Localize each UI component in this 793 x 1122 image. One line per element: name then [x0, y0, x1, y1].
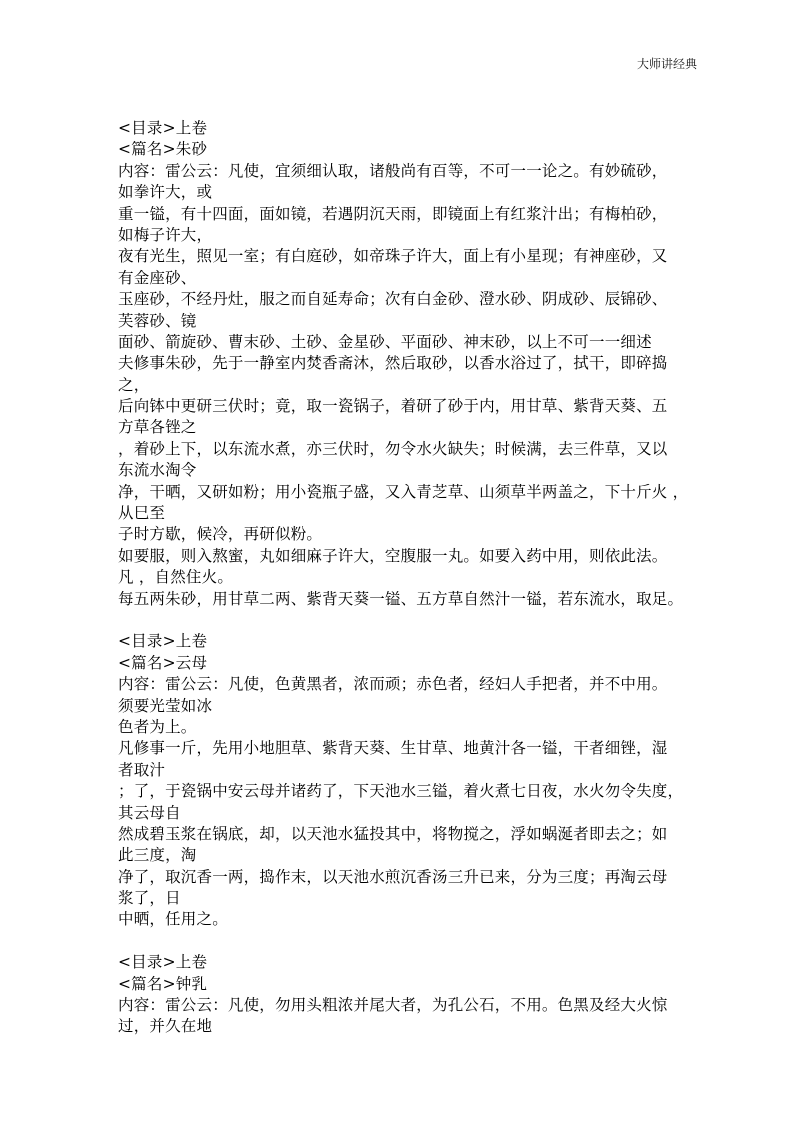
text-line: 凡修事一斤，先用小地胆草、紫背天葵、生甘草、地黄汁各一镒，干者细锉，湿: [118, 739, 668, 758]
section-zhusha: [118, 118, 689, 610]
section-yunmu: [118, 631, 684, 930]
text-line: 然成碧玉浆在锅底，却，以天池水猛投其中，将物搅之，浮如蜗涎者即去之；如: [118, 824, 668, 843]
text-line: 内容：雷公云：凡使，色黄黑者，浓而顽；赤色者，经妇人手把者，并不中用。: [118, 675, 668, 694]
text-line: 如梅子许大，: [118, 225, 213, 244]
text-line: <目录>上卷: [118, 632, 208, 651]
text-line: 夜有光生，照见一室；有白庭砂，如帝珠子许大，面上有小星现；有神座砂，又: [118, 247, 668, 266]
text-line: 净了，取沉香一两，捣作末，以天池水煎沉香汤三升已来，分为三度；再淘云母: [118, 867, 668, 886]
text-line: 有金座砂、: [118, 268, 197, 287]
section-spacer: [118, 610, 680, 631]
text-line: 过，并久在地: [118, 1017, 213, 1036]
text-line: 之，: [118, 375, 150, 394]
text-line: 芙蓉砂、镜: [118, 311, 197, 330]
text-line: 后向钵中更研三伏时；竟，取一瓷锅子，着研了砂于内，用甘草、紫背天葵、五: [118, 397, 668, 416]
section-zhongru: [118, 952, 680, 1038]
text-line: 夫修事朱砂，先于一静室内焚香斋沐，然后取砂，以香水浴过了，拭干，即碎捣: [118, 354, 668, 373]
text-line: 中晒，任用之。: [118, 910, 228, 929]
text-line: ；了，于瓷锅中安云母并诸药了，下天池水三镒，着火煮七日夜，水火勿令失度，: [118, 782, 684, 801]
text-line: 此三度，淘: [118, 846, 197, 865]
text-line: 重一镒，有十四面，面如镜，若遇阴沉天雨，即镜面上有红浆汁出；有梅柏砂，: [118, 204, 668, 223]
page-header-title: 大师讲经典: [636, 57, 697, 71]
text-line: 面砂、箭旋砂、曹末砂、土砂、金星砂、平面砂、神末砂，以上不可一一细述: [118, 332, 652, 351]
text-line: 浆了，日: [118, 889, 181, 908]
text-line: 内容：雷公云：凡使，宜须细认取，诸般尚有百等，不可一一论之。有妙硫砂，: [118, 161, 668, 180]
text-line: 玉座砂，不经丹灶，服之而自延寿命；次有白金砂、澄水砂、阴成砂、辰锦砂、: [118, 290, 668, 309]
text-line: <篇名>云母: [118, 653, 208, 672]
text-line: 子时方歇，候冷，再研似粉。: [118, 525, 323, 544]
text-line: 内容：雷公云：凡使，勿用头粗浓并尾大者，为孔公石，不用。色黑及经大火惊: [118, 996, 668, 1015]
text-line: 从巳至: [118, 504, 166, 523]
section-spacer: [118, 931, 680, 952]
text-line: 每五两朱砂，用甘草二两、紫背天葵一镒、五方草自然汁一镒，若东流水，取足。: [118, 589, 684, 608]
text-line: <篇名>朱砂: [118, 140, 208, 159]
text-line: 东流水淘令: [118, 461, 197, 480]
text-line: 方草各锉之: [118, 418, 197, 437]
text-line: <目录>上卷: [118, 953, 208, 972]
text-line: 如拳许大，或: [118, 183, 213, 202]
text-line: <目录>上卷: [118, 119, 208, 137]
text-line: 色者为上。: [118, 717, 197, 736]
text-line: ，着砂上下，以东流水煮，亦三伏时，勿令水火缺失；时候满，去三件草，又以: [118, 439, 668, 458]
text-line: 净，干晒，又研如粉；用小瓷瓶子盛，又入青芝草、山须草半两盖之，下十斤火 ，: [118, 482, 689, 501]
text-line: 须要光莹如冰: [118, 696, 213, 715]
text-line: 凡 ，自然住火。: [118, 568, 234, 587]
text-line: 者取汁: [118, 760, 166, 779]
text-line: 其云母自: [118, 803, 181, 822]
text-line: <篇名>钟乳: [118, 974, 208, 993]
document-body: [118, 118, 689, 1038]
text-line: 如要服，则入熬蜜，丸如细麻子许大，空腹服一丸。如要入药中用，则依此法。: [118, 546, 668, 565]
